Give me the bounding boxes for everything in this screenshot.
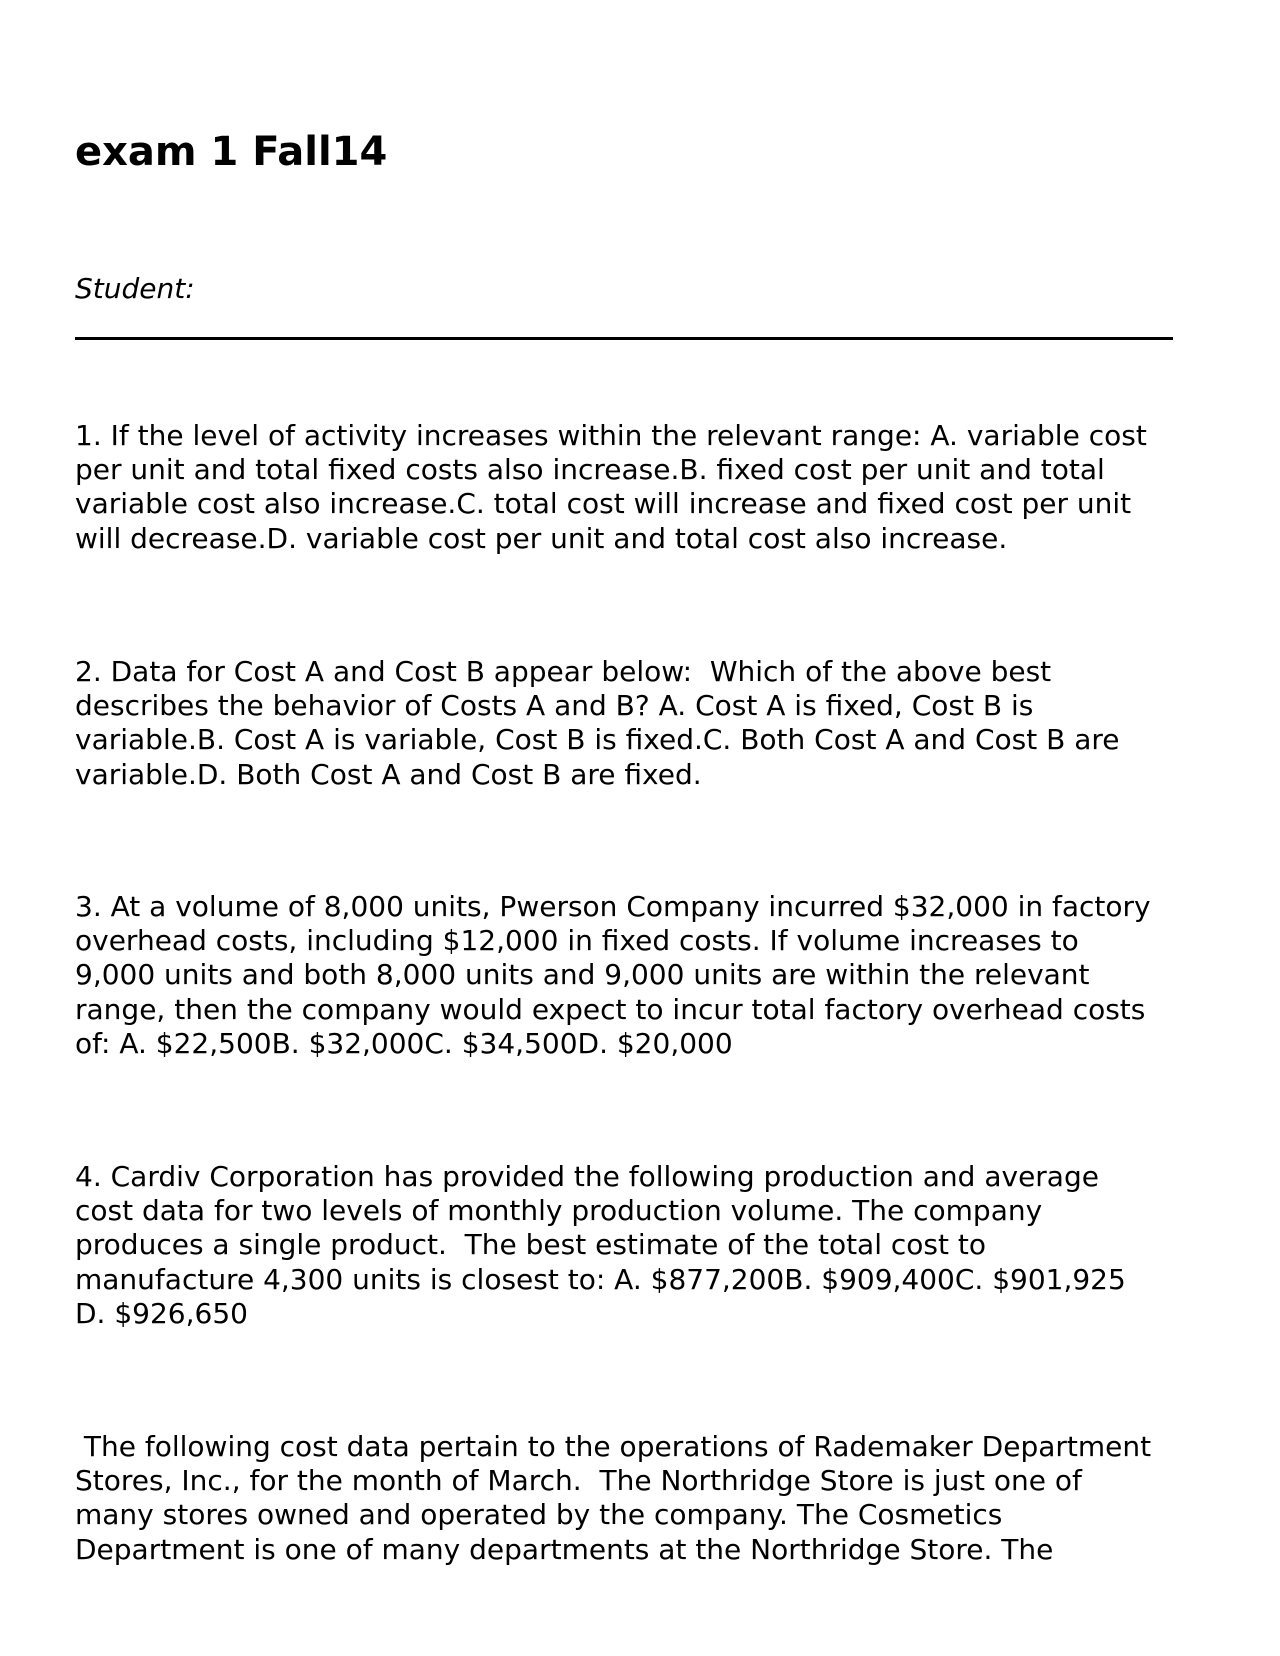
question-1: 1. If the level of activity increases within the relevant range: A. variable cost per unit and total fixed costs also increase.B. fixed cost per unit and total variable cost also increase.C. total cost will increase and fixed cost per unit will decrease.D. variable cost per unit and total cost also increase. <box>75 419 1147 555</box>
question-5-intro: The following cost data pertain to the operations of Rademaker Department Stores, Inc., for the month of March. The Northridge Store is just one of many stores owned and operated by the company. The Cosmetics Department is one of many departments at the Northridge Store. The <box>75 1430 1152 1566</box>
student-label: Student: <box>75 272 195 305</box>
question-4: 4. Cardiv Corporation has provided the following production and average cost data for two levels of monthly production volume. The company produces a single product. The best estimate of the total cost to manufacture 4,300 units is closest to: A. $877,200B. $909,400C. $901,925 D. $926,650 <box>75 1160 1126 1330</box>
page-title: exam 1 Fall14 <box>75 129 388 175</box>
student-name-line <box>75 337 1173 340</box>
question-3: 3. At a volume of 8,000 units, Pwerson Company incurred $32,000 in factory overhead costs, including $12,000 in fixed costs. If volume increases to 9,000 units and both 8,000 units and 9,000 units are within the relevant range, then the company would expect to incur total factory overhead costs of: A. $22,500B. $32,000C. $34,500D. $20,000 <box>75 890 1151 1060</box>
question-2: 2. Data for Cost A and Cost B appear below: Which of the above best describes the behavior of Costs A and B? A. Cost A is fixed, Cost B is variable.B. Cost A is variable, Cost B is fixed.C. Both Cost A and Cost B are variable.D. Both Cost A and Cost B are fixed. <box>75 655 1120 791</box>
